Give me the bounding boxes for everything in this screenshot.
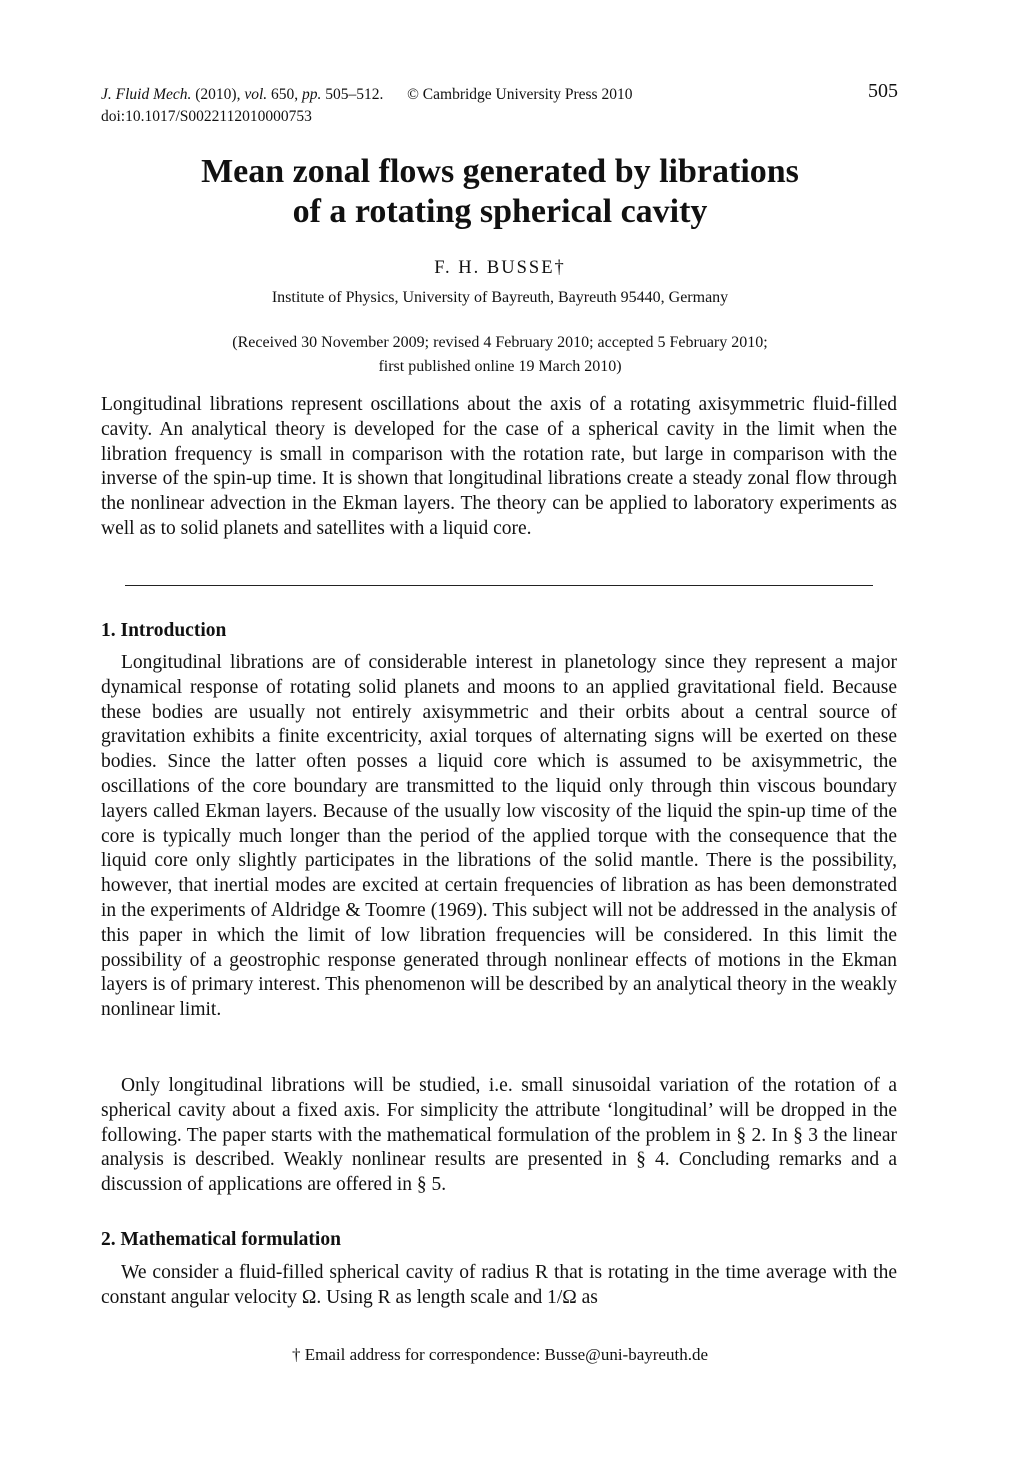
journal-year: (2010),	[195, 86, 241, 103]
received-dates	[0, 331, 1000, 379]
received-line-1: (Received 30 November 2009; revised 4 February 2010; accepted 5 February 2010;	[232, 334, 768, 351]
title-line-2: of a rotating spherical cavity	[292, 193, 708, 230]
abstract-divider	[125, 585, 873, 586]
citation-line	[101, 84, 632, 106]
paper-title	[0, 152, 1000, 232]
section-1-paragraph-1: Longitudinal librations are of considerable interest in planetology since they represent a major dynamical response of rotating solid planets and moons to an applied gravitational field. Because these bodies are usually not entirely axisymmetric and their orbits about a central source of gravitation exhibits a finite excentricity, axial torques of alternating signs will be exerted on these bodies. Since the latter often posses a liquid core which is assumed to be axisymmetric, the oscillations of the core boundary are transmitted to the liquid only through thin viscous boundary layers called Ekman layers. Because of the usually low viscosity of the liquid the spin-up time of the core is typically much longer than the period of the applied torque with the consequence that the liquid core only slightly participates in the librations of the solid mantle. There is the possibility, however, that inertial modes are excited at certain frequencies of libration as has been demonstrated in the experiments of Aldridge & Toomre (1969). This subject will not be addressed in the analysis of this paper in which the limit of low libration frequencies will be considered. In this limit the possibility of a geostrophic response generated through nonlinear effects of motions in the Ekman layers is of primary interest. This phenomenon will be described by an analytical theory in the weakly nonlinear limit.	[101, 652, 897, 1021]
section-2-heading: 2. Mathematical formulation	[101, 1229, 341, 1250]
volume-number: 650,	[271, 86, 299, 103]
page-number: 505	[868, 80, 898, 102]
section-1-paragraph-2: Only longitudinal librations will be studied, i.e. small sinusoidal variation of the rotation of a spherical cavity about a fixed axis. For simplicity the attribute ‘longitudinal’ will be dropped in the following. The paper starts with the mathematical formulation of the problem in § 2. In § 3 the linear analysis is described. Weakly nonlinear results are presented in § 4. Concluding remarks and a discussion of applications are offered in § 5.	[101, 1075, 897, 1196]
section-2-paragraph-1: We consider a fluid-filled spherical cavity of radius R that is rotating in the time average with the constant angular velocity Ω. Using R as length scale and 1/Ω as	[101, 1262, 897, 1308]
author-name: F. H. BUSSE†	[434, 258, 566, 278]
journal-name: J. Fluid Mech.	[101, 86, 192, 103]
volume-label: vol.	[244, 86, 268, 103]
journal-header	[101, 84, 632, 128]
page-range: 505–512.	[325, 86, 384, 103]
author-affiliation: Institute of Physics, University of Bayreuth, Bayreuth 95440, Germany	[271, 289, 729, 306]
abstract: Longitudinal librations represent oscillations about the axis of a rotating axisymmetric fluid-filled cavity. An analytical theory is developed for the case of a spherical cavity in the limit when the libration frequency is small in comparison with the rotation rate, but large in comparison with the inverse of the spin-up time. It is shown that longitudinal librations create a steady zonal flow through the nonlinear advection in the Ekman layers. The theory can be applied to laboratory experiments as well as to solid planets and satellites with a liquid core.	[101, 394, 897, 539]
doi: doi:10.1017/S0022112010000753	[101, 108, 312, 125]
title-line-1: Mean zonal flows generated by librations	[201, 153, 799, 190]
received-line-2: first published online 19 March 2010)	[378, 358, 622, 375]
copyright-notice: © Cambridge University Press 2010	[407, 86, 633, 103]
footnote: † Email address for correspondence: Busse@uni-bayreuth.de	[292, 1345, 708, 1364]
pages-label: pp.	[302, 86, 322, 103]
section-1-heading: 1. Introduction	[101, 620, 227, 641]
